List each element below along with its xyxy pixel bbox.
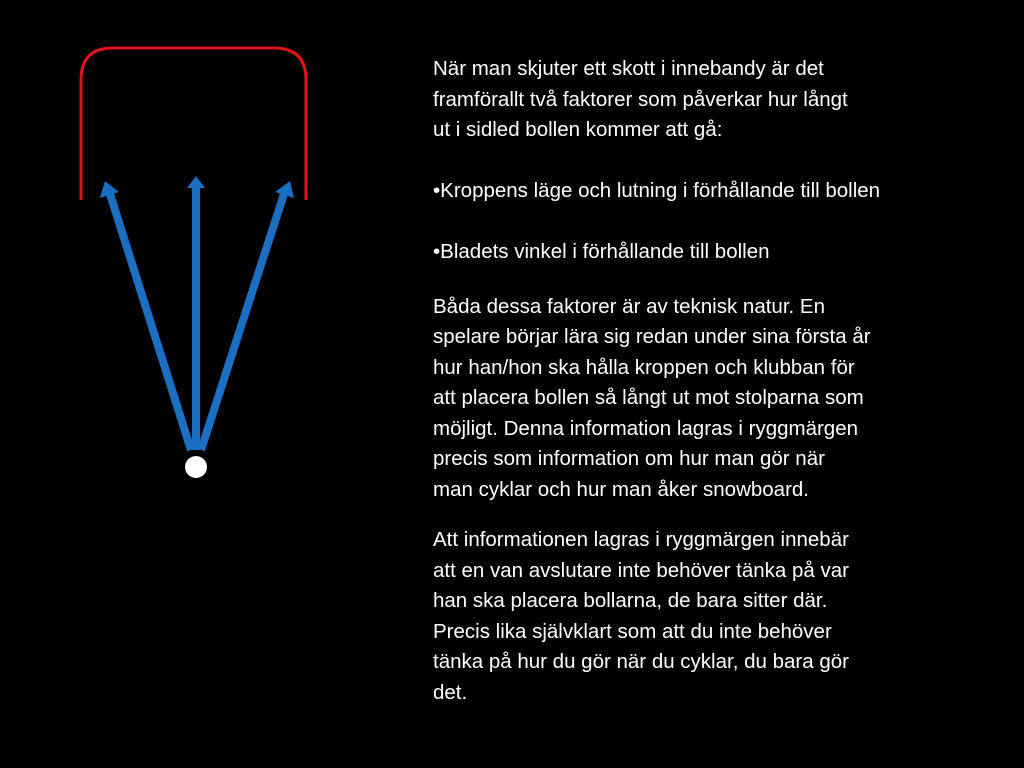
ball-icon [185,456,207,478]
shot-direction-diagram [0,0,360,520]
paragraph-technique: Båda dessa faktorer är av teknisk natur. En spelare börjar lära sig redan under sina första år hur han/hon ska hålla kroppen och klubban för att placera bollen så långt ut mot stolparna som möjligt. Denna information lagras i ryggmärgen precis som information om hur man gör när man cyklar och hur man åker snowboard. [433,294,871,501]
bullet-blade-angle: •Bladets vinkel i förhållande till bollen [433,240,770,263]
intro-text: När man skjuter ett skott i innebandy är det framförallt två faktorer som påverkar hur långt ut i sidled bollen kommer att gå: [433,57,848,141]
goal-frame-icon [81,48,306,200]
arrow-right-icon [201,181,294,450]
arrow-center-icon [187,176,205,450]
text-column [433,54,993,708]
paragraph-spinal-cord: Att informationen lagras i ryggmärgen innebär att en van avslutare inte behöver tänka på var han ska placera bollarna, de bara sitter där. Precis lika självklart som att du inte behöver tänka på hur du gör när du cyklar, du bara gör det. [433,528,849,704]
bullet-body-position: •Kroppens läge och lutning i förhållande till bollen [433,178,881,202]
arrow-left-icon [100,181,191,450]
diagram-canvas [0,0,360,520]
